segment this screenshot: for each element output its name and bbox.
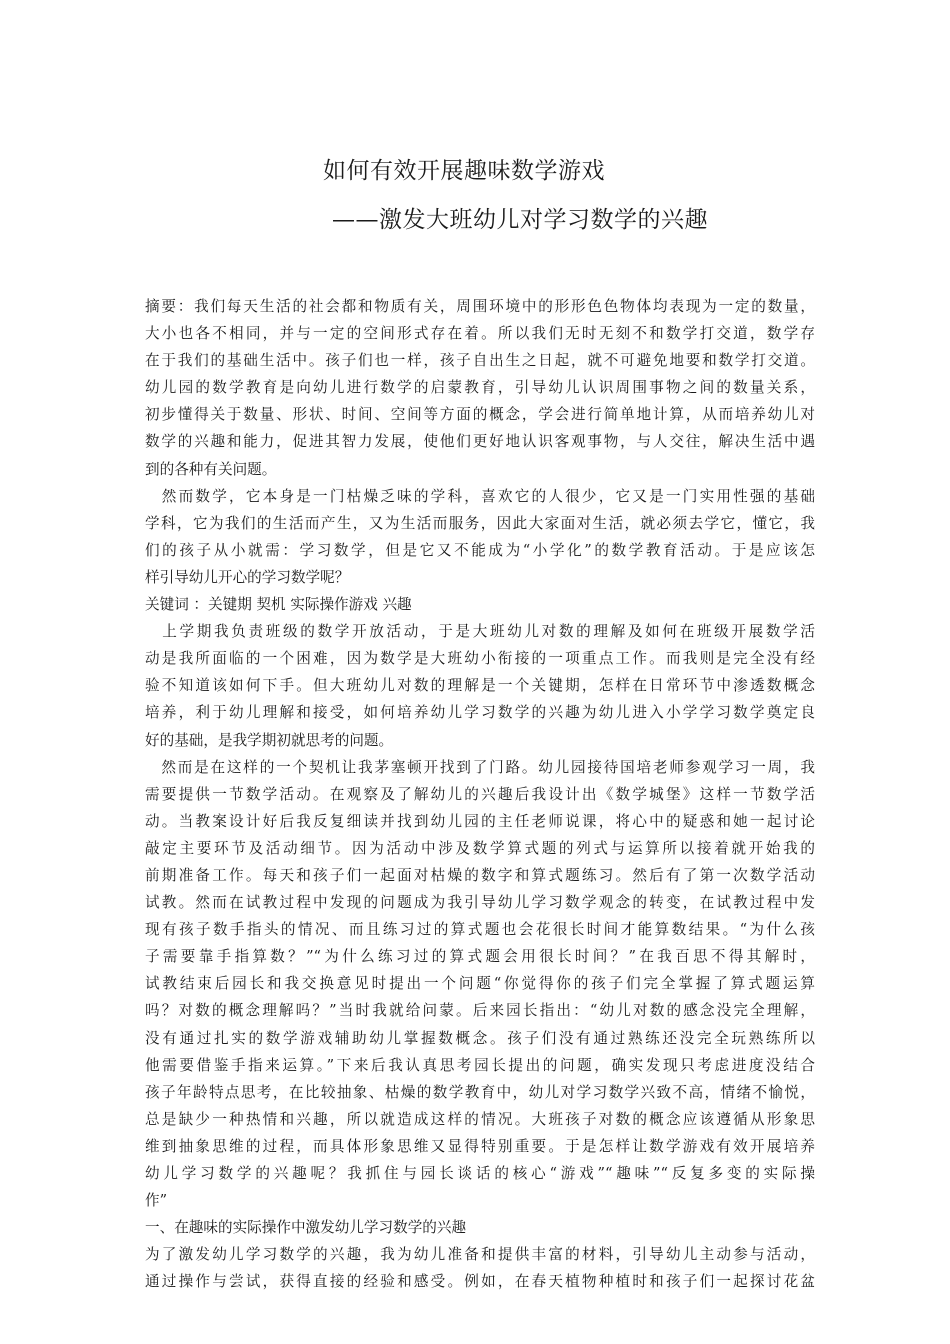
text-line: 为了激发幼儿学习数学的兴趣，我为幼儿准备和提供丰富的材料，引导幼儿主动参与活动， <box>145 1246 815 1264</box>
text-line: 试教。然而在试教过程中发现的问题成为我引导幼儿学习数学观念的转变，在试教过程中发 <box>145 894 815 912</box>
text-line: 幼儿园的数学教育是向幼儿进行数学的启蒙教育，引导幼儿认识周围事物之间的数量关系， <box>145 379 815 397</box>
text-line: 子需要靠手指算数？”“为什么练习过的算式题会用很长时间？”在我百思不得其解时， <box>145 948 815 966</box>
text-line: 现有孩子数手指头的情况、而且练习过的算式题也会花很长时间才能算数结果。“为什么孩 <box>145 921 815 939</box>
text-line: 样引导幼儿开心的学习数学呢？ <box>145 568 350 586</box>
text-line: 上学期我负责班级的数学开放活动，于是大班幼儿对数的理解及如何在班级开展数学活 <box>145 623 815 641</box>
text-line: 敲定主要环节及活动细节。因为活动中涉及数学算式题的列式与运算所以接着就开始我的 <box>145 839 815 857</box>
text-line: 数学的兴趣和能力，促进其智力发展，使他们更好地认识客观事物，与人交往，解决生活中遇 <box>145 433 815 451</box>
text-line: 一、在趣味的实际操作中激发幼儿学习数学的兴趣 <box>145 1219 467 1237</box>
document-title: 如何有效开展趣味数学游戏 <box>323 158 605 184</box>
text-line: 试教结束后园长和我交换意见时提出一个问题“你觉得你的孩子们完全掌握了算式题运算 <box>145 975 815 993</box>
text-line: 到的各种有关问题。 <box>145 460 277 478</box>
text-line: 在于我们的基础生活中。孩子们也一样，孩子自出生之日起，就不可避免地要和数学打交道。 <box>145 352 815 370</box>
text-line: 学科，它为我们的生活而产生，又为生活而服务，因此大家面对生活，就必须去学它，懂它，我 <box>145 514 815 532</box>
text-line: 孩子年龄特点思考，在比较抽象、枯燥的数学教育中，幼儿对学习数学兴致不高，情绪不愉悦， <box>145 1083 815 1101</box>
text-line: 大小也各不相同，并与一定的空间形式存在着。所以我们无时无刻不和数学打交道，数学存 <box>145 325 815 343</box>
text-line: 然而数学，它本身是一门枯燥乏味的学科，喜欢它的人很少，它又是一门实用性强的基础 <box>145 487 815 505</box>
text-line: 没有通过扎实的数学游戏辅助幼儿掌握数概念。孩子们没有通过熟练还没完全玩熟练所以 <box>145 1029 815 1047</box>
text-line: 前期准备工作。每天和孩子们一起面对枯燥的数字和算式题练习。然后有了第一次数学活动 <box>145 866 815 884</box>
text-line: 摘要：我们每天生活的社会都和物质有关，周围环境中的形形色色物体均表现为一定的数量， <box>145 298 815 315</box>
text-line: 好的基础，是我学期初就思考的问题。 <box>145 731 394 749</box>
document-body <box>145 293 815 1295</box>
text-line: 通过操作与尝试，获得直接的经验和感受。例如，在春天植物种植时和孩子们一起探讨花盆 <box>145 1273 815 1291</box>
text-line: 作” <box>145 1192 168 1210</box>
text-line: 培养，利于幼儿理解和接受，如何培养幼儿学习数学的兴趣为幼儿进入小学学习数学奠定良 <box>145 704 815 722</box>
text-line: 总是缺少一种热情和兴趣，所以就造成这样的情况。大班孩子对数的概念应该遵循从形象思 <box>145 1110 815 1128</box>
text-line: 他需要借鉴手指来运算。”下来后我认真思考园长提出的问题，确实发现只考虑进度没结合 <box>145 1056 815 1074</box>
document-subtitle: ——激发大班幼儿对学习数学的兴趣 <box>332 207 708 233</box>
text-line: 关键词 ：关键期 契机 实际操作游戏 兴趣 <box>145 596 412 614</box>
text-line: 们的孩子从小就需：学习数学，但是它又不能成为“小学化”的数学教育活动。于是应该怎 <box>145 541 815 559</box>
text-line: 幼儿学习数学的兴趣呢？我抓住与园长谈话的核心“游戏”“趣味”“反复多变的实际操 <box>145 1165 815 1182</box>
text-line: 吗？对数的概念理解吗？”当时我就给问蒙。后来园长指出：“幼儿对数的感念没完全理解， <box>145 1002 815 1020</box>
text-line: 需要提供一节数学活动。在观察及了解幼儿的兴趣后我设计出《数学城堡》这样一节数学活 <box>145 785 815 803</box>
text-line: 然而是在这样的一个契机让我茅塞顿开找到了门路。幼儿园接待国培老师参观学习一周，我 <box>145 758 815 776</box>
text-line: 验不知道该如何下手。但大班幼儿对数的理解是一个关键期，怎样在日常环节中渗透数概念 <box>145 677 815 695</box>
text-line: 动是我所面临的一个困难，因为数学是大班幼小衔接的一项重点工作。而我则是完全没有经 <box>145 650 815 668</box>
text-line: 初步懂得关于数量、形状、时间、空间等方面的概念，学会进行简单地计算，从而培养幼儿对 <box>145 406 815 424</box>
text-line: 动。当教案设计好后我反复细读并找到幼儿园的主任老师说课，将心中的疑惑和她一起讨论 <box>145 812 815 830</box>
text-line: 维到抽象思维的过程，而具体形象思维又显得特别重要。于是怎样让数学游戏有效开展培养 <box>145 1137 815 1155</box>
